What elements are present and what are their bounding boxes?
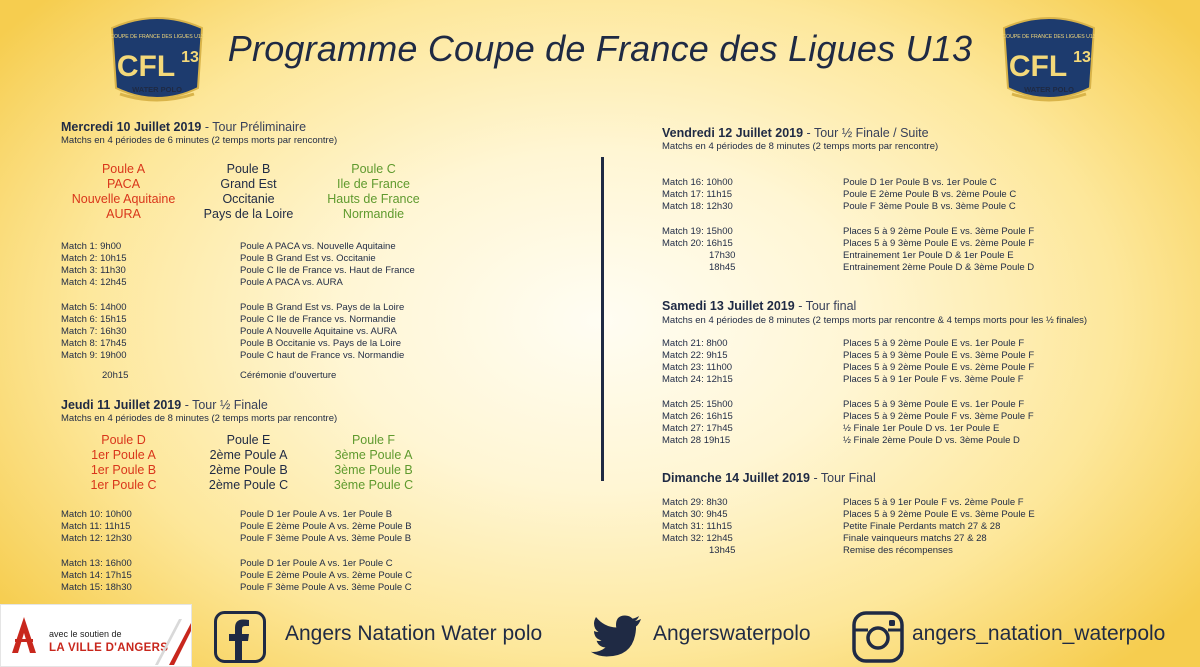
day1-matches [61, 241, 561, 382]
match-row: Match 4: 12h45 Poule A PACA vs. AURA [61, 277, 343, 288]
match-row: 20h15 Cérémonie d'ouverture [102, 370, 337, 381]
day2b-matches [662, 177, 1142, 274]
day2-header: Jeudi 11 Juillet 2019 - Tour ½ Finale [61, 398, 268, 412]
day1-date: Mercredi 10 Juillet 2019 [61, 120, 202, 134]
day2-date: Jeudi 11 Juillet 2019 [61, 398, 182, 412]
poule-e: Poule E 2ème Poule A 2ème Poule B 2ème Poule C [208, 433, 289, 492]
day3-matches [662, 338, 1142, 447]
day2-poules [61, 433, 436, 493]
match-row: Match 17: 11h15 Poule E 2ème Poule B vs. 2ème Poule C [662, 189, 1017, 200]
match-row: Match 1: 9h00 Poule A PACA vs. Nouvelle Aquitaine [61, 241, 396, 252]
poule-c: Poule C Ile de France Hauts de France Normandie [327, 162, 420, 221]
day2b-note: Matchs en 4 périodes de 8 minutes (2 temps morts par rencontre) [662, 141, 939, 152]
match-row: Match 6: 15h15 Poule C Ile de France vs. Normandie [61, 314, 396, 325]
day2b-date: Vendredi 12 Juillet 2019 [662, 126, 804, 140]
match-row: Match 5: 14h00 Poule B Grand Est vs. Pays de la Loire [61, 302, 405, 313]
match-row: Match 14: 17h15 Poule E 2ème Poule A vs. 2ème Poule C [61, 570, 413, 581]
match-row: 17h30 Entrainement 1er Poule D & 1er Poule E [709, 250, 1014, 261]
match-row: Match 29: 8h30 Places 5 à 9 1er Poule F vs. 2ème Poule F [662, 497, 1024, 508]
day3-note: Matchs en 4 périodes de 8 minutes (2 temps morts par rencontre & 4 temps morts pour les ½ finales) [662, 315, 1088, 326]
match-row: Match 24: 12h15 Places 5 à 9 1er Poule F vs. 3ème Poule F [662, 374, 1024, 385]
cfl-logo-icon [998, 10, 1100, 114]
poule-b: Poule B Grand Est Occitanie Pays de la Loire [203, 162, 294, 221]
facebook-link[interactable]: Angers Natation Water polo [285, 622, 543, 645]
match-row: Match 3: 11h30 Poule C Ile de France vs. Haut de France [61, 265, 415, 276]
instagram-icon[interactable] [852, 611, 904, 663]
facebook-icon[interactable] [214, 611, 266, 663]
cfl-logo-right [998, 10, 1100, 114]
twitter-icon[interactable] [590, 614, 642, 658]
decorative-stripe [149, 615, 191, 665]
match-row: Match 8: 17h45 Poule B Occitanie vs. Pays de la Loire [61, 338, 402, 349]
day4-matches [662, 497, 1142, 557]
sponsor-line: avec le soutien de [49, 629, 122, 639]
twitter-link[interactable]: Angerswaterpolo [653, 622, 811, 645]
match-row: Match 12: 12h30 Poule F 3ème Poule A vs. 3ème Poule B [61, 533, 412, 544]
match-row: Match 20: 16h15 Places 5 à 9 3ème Poule E vs. 2ème Poule F [662, 238, 1035, 249]
match-row: Match 15: 18h30 Poule F 3ème Poule A vs. 3ème Poule C [61, 582, 412, 593]
match-row: Match 11: 11h15 Poule E 2ème Poule A vs. 2ème Poule B [61, 521, 412, 532]
svg-text:COUPE DE FRANCE DES LIGUES U13: COUPE DE FRANCE DES LIGUES U13 [1002, 34, 1096, 40]
svg-text:13: 13 [181, 49, 199, 66]
match-row: Match 25: 15h00 Places 5 à 9 3ème Poule E vs. 1er Poule F [662, 399, 1025, 410]
match-row: Match 16: 10h00 Poule D 1er Poule B vs. 1er Poule C [662, 177, 997, 188]
page-title: Programme Coupe de France des Ligues U13 [227, 28, 973, 69]
cfl-logo-icon [106, 10, 208, 114]
day1-poules [61, 162, 436, 222]
day4-date: Dimanche 14 Juillet 2019 [662, 471, 810, 485]
match-row: Match 28 19h15 ½ Finale 2ème Poule D vs. 3ème Poule D [662, 435, 1020, 446]
poule-a: Poule A PACA Nouvelle Aquitaine AURA [71, 162, 176, 221]
day1-note: Matchs en 4 périodes de 6 minutes (2 temps morts par rencontre) [61, 135, 338, 146]
match-row: Match 32: 12h45 Finale vainqueurs matchs 27 & 28 [662, 533, 987, 544]
day2-note: Matchs en 4 périodes de 8 minutes (2 temps morts par rencontre) [61, 413, 338, 424]
day3-header: Samedi 13 Juillet 2019 - Tour final [662, 299, 857, 313]
match-row: Match 18: 12h30 Poule F 3ème Poule B vs. 3ème Poule C [662, 201, 1016, 212]
day4-phase: Tour Final [820, 471, 876, 485]
day2b-header: Vendredi 12 Juillet 2019 - Tour ½ Finale / Suite [662, 126, 929, 140]
match-row: Match 9: 19h00 Poule C haut de France vs. Normandie [61, 350, 405, 361]
day3-phase: Tour final [805, 299, 857, 313]
instagram-link[interactable]: angers_natation_waterpolo [912, 622, 1166, 645]
svg-text:WATER POLO: WATER POLO [132, 85, 182, 94]
svg-text:CFL: CFL [1008, 50, 1068, 83]
match-row: Match 19: 15h00 Places 5 à 9 2ème Poule E vs. 3ème Poule F [662, 226, 1035, 237]
match-row: Match 2: 10h15 Poule B Grand Est vs. Occitanie [61, 253, 376, 264]
svg-text:COUPE DE FRANCE DES LIGUES U13: COUPE DE FRANCE DES LIGUES U13 [110, 34, 204, 40]
day3-date: Samedi 13 Juillet 2019 [662, 299, 795, 313]
poule-d: Poule D 1er Poule A 1er Poule B 1er Poule C [90, 433, 157, 492]
cfl-logo-left [106, 10, 208, 114]
svg-text:13: 13 [1073, 49, 1091, 66]
match-row: Match 13: 16h00 Poule D 1er Poule A vs. 1er Poule C [61, 558, 393, 569]
poule-f: Poule F 3ème Poule A 3ème Poule B 3ème Poule C [333, 433, 414, 492]
sponsor-city: LA VILLE D'ANGERS [49, 642, 169, 654]
svg-text:CFL: CFL [116, 50, 176, 83]
match-row: Match 23: 11h00 Places 5 à 9 2ème Poule E vs. 2ème Poule F [662, 362, 1035, 373]
day1-phase: Tour Préliminaire [212, 120, 307, 134]
day1-header: Mercredi 10 Juillet 2019 - Tour Préliminaire [61, 120, 307, 134]
angers-logo-icon [9, 613, 39, 657]
day2b-phase: Tour ½ Finale / Suite [813, 126, 929, 140]
match-row: Match 27: 17h45 ½ Finale 1er Poule D vs. 1er Poule E [662, 423, 1000, 434]
match-row: Match 21: 8h00 Places 5 à 9 2ème Poule E vs. 1er Poule F [662, 338, 1025, 349]
match-row: Match 31: 11h15 Petite Finale Perdants match 27 & 28 [662, 521, 1001, 532]
match-row: Match 10: 10h00 Poule D 1er Poule A vs. 1er Poule B [61, 509, 393, 520]
match-row: Match 22: 9h15 Places 5 à 9 3ème Poule E vs. 3ème Poule F [662, 350, 1035, 361]
match-row: Match 30: 9h45 Places 5 à 9 2ème Poule E vs. 3ème Poule E [662, 509, 1035, 520]
column-divider [601, 157, 604, 481]
svg-text:WATER POLO: WATER POLO [1024, 85, 1074, 94]
day2-phase: Tour ½ Finale [192, 398, 268, 412]
match-row: Match 7: 16h30 Poule A Nouvelle Aquitaine vs. AURA [61, 326, 397, 337]
sponsor-block [0, 604, 192, 667]
match-row: Match 26: 16h15 Places 5 à 9 2ème Poule F vs. 3ème Poule F [662, 411, 1034, 422]
match-row: 18h45 Entrainement 2ème Poule D & 3ème Poule D [709, 262, 1035, 273]
day2-matches [61, 509, 561, 594]
day4-header: Dimanche 14 Juillet 2019 - Tour Final [662, 471, 876, 485]
match-row: 13h45 Remise des récompenses [709, 545, 953, 556]
